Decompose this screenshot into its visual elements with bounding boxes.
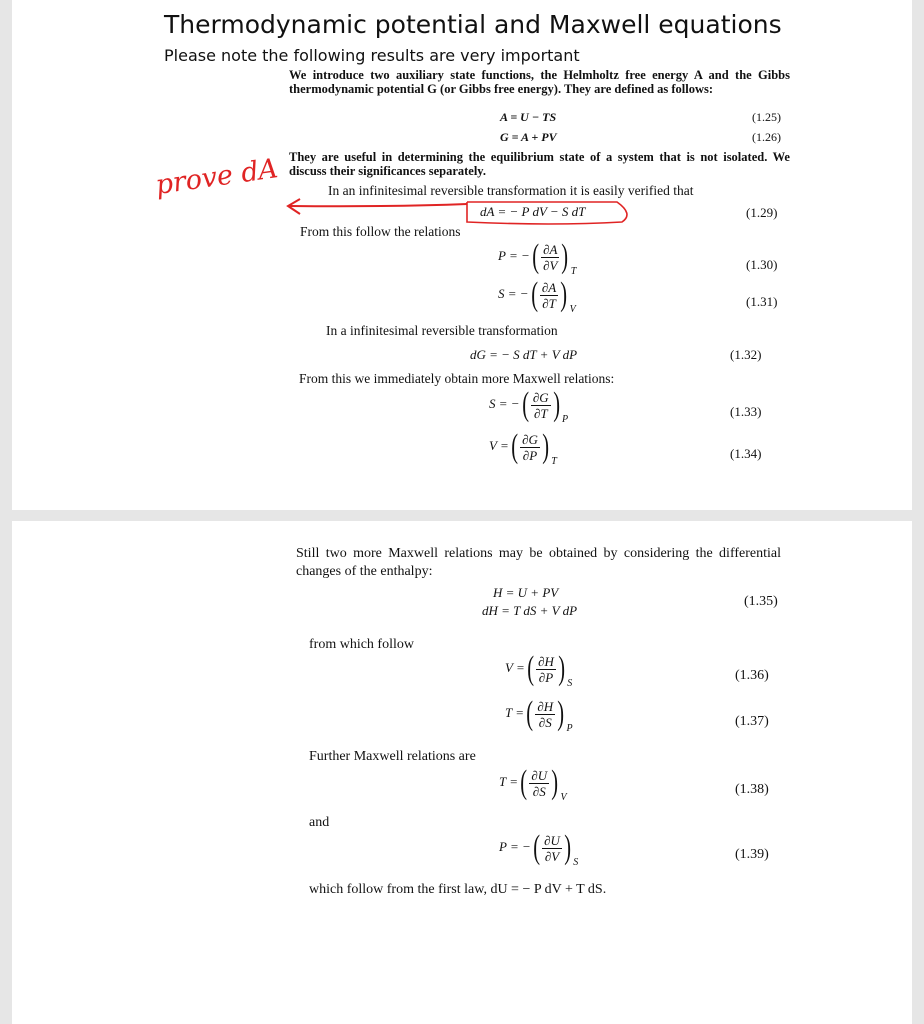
equation-number-1-35: (1.35) xyxy=(744,594,778,609)
equation-1-30: P = −( $\frac{\partial A}{\partial V}$ ) $_T$ xyxy=(498,238,577,277)
equation-1-39: P = −( $\frac{\partial U}{\partial V}$ ) $_S$ xyxy=(499,829,579,868)
numerator: ∂A xyxy=(543,241,558,257)
page-2 xyxy=(12,521,912,1024)
numerator: ∂U xyxy=(531,767,548,783)
subscript: V xyxy=(569,303,576,315)
subscript: V xyxy=(560,791,567,803)
subscript: S xyxy=(567,677,573,689)
equation-1-30-lhs: P = − xyxy=(498,247,530,263)
equation-number-1-34: (1.34) xyxy=(730,446,762,461)
fraction xyxy=(542,833,562,864)
denominator: ∂V xyxy=(543,257,558,273)
denominator: ∂T xyxy=(533,405,548,421)
equation-1-33-lhs: S = − xyxy=(489,395,520,411)
page-1 xyxy=(12,0,912,510)
further-sentence: Further Maxwell relations are xyxy=(309,749,476,764)
numerator: ∂A xyxy=(541,279,557,295)
and-word: and xyxy=(309,815,330,830)
annotation-arrow-line xyxy=(290,204,467,206)
equation-1-26: G = A + PV xyxy=(500,130,557,144)
page-subtitle: Please note the following results are very important xyxy=(164,46,580,65)
annotation-markup xyxy=(12,0,912,510)
equation-1-35a: H = U + PV xyxy=(493,585,559,600)
intro-paragraph: We introduce two auxiliary state functions, the Helmholtz free energy A and the Gibbs thermodynamic potential G (or Gibbs free energy). They are defined as follows: xyxy=(289,68,790,96)
equation-1-39-lhs: P = − xyxy=(499,838,531,854)
equation-number-1-38: (1.38) xyxy=(735,782,769,797)
from-which-follow: from which follow xyxy=(309,637,414,652)
equation-1-36-lhs: V = xyxy=(505,659,525,675)
equation-1-38-lhs: T = xyxy=(499,773,519,789)
subscript: P xyxy=(562,413,569,425)
enthalpy-paragraph: Still two more Maxwell relations may be obtained by considering the differential changes of the enthalpy: xyxy=(296,546,781,579)
equation-number-1-31: (1.31) xyxy=(746,294,778,309)
equation-number-1-37: (1.37) xyxy=(735,714,769,729)
annotation-box xyxy=(467,202,627,224)
equation-1-33: S = −( $\frac{\partial G}{\partial T}$ ) $_P$ xyxy=(489,386,569,425)
denominator: ∂P xyxy=(538,669,554,685)
subscript: P xyxy=(566,722,573,734)
handwritten-annotation: prove dA xyxy=(153,153,280,201)
equation-number-1-29: (1.29) xyxy=(746,205,778,220)
equation-number-1-30: (1.30) xyxy=(746,257,778,272)
equation-1-32: dG = − S dT + V dP xyxy=(470,347,578,362)
fraction xyxy=(536,654,556,685)
denominator: ∂P xyxy=(522,447,538,463)
equation-1-38: T =( $\frac{\partial U}{\partial S}$ ) $_V$ xyxy=(499,764,567,803)
equation-1-36: V =( $\frac{\partial H}{\partial P}$ ) $_S$ xyxy=(505,650,573,689)
equation-1-31-lhs: S = − xyxy=(498,285,529,301)
subscript: T xyxy=(570,265,577,277)
subscript: S xyxy=(573,856,579,868)
infinitesimal-sentence: In an infinitesimal reversible transformation it is easily verified that xyxy=(328,183,694,198)
equation-number-1-25: (1.25) xyxy=(752,110,781,124)
page-title: Thermodynamic potential and Maxwell equations xyxy=(164,10,782,39)
numerator: ∂H xyxy=(538,653,554,669)
fraction xyxy=(529,768,549,799)
immediately-sentence: From this we immediately obtain more Maxwell relations: xyxy=(299,371,615,386)
equation-number-1-36: (1.36) xyxy=(735,668,769,683)
denominator: ∂S xyxy=(538,714,552,730)
equation-number-1-32: (1.32) xyxy=(730,347,762,362)
numerator: ∂U xyxy=(544,832,560,848)
equation-number-1-33: (1.33) xyxy=(730,404,762,419)
numerator: ∂H xyxy=(537,698,554,714)
numerator: ∂G xyxy=(532,389,549,405)
subscript: T xyxy=(551,455,557,467)
equation-1-34: V =( $\frac{\partial G}{\partial P}$ ) $_T$ xyxy=(489,428,557,467)
equation-1-31: S = −( $\frac{\partial A}{\partial T}$ ) $_V$ xyxy=(498,276,576,315)
denominator: ∂S xyxy=(532,783,546,799)
follow-sentence: From this follow the relations xyxy=(300,224,461,239)
infinitesimal-sentence-2: In a infinitesimal reversible transformation xyxy=(326,323,558,338)
equation-1-25: A = U − TS xyxy=(500,110,557,124)
fraction xyxy=(535,699,555,730)
equation-1-37-lhs: T = xyxy=(505,704,525,720)
useful-paragraph: They are useful in determining the equilibrium state of a system that is not isolated. We discuss their significances separately. xyxy=(289,150,790,178)
equation-1-34-lhs: V = xyxy=(489,437,509,453)
equation-number-1-26: (1.26) xyxy=(752,130,781,144)
numerator: ∂G xyxy=(522,431,538,447)
equation-1-29: dA = − P dV − S dT xyxy=(480,204,586,219)
equation-1-37: T =( $\frac{\partial H}{\partial S}$ ) $_P$ xyxy=(505,695,573,734)
denominator: ∂T xyxy=(542,295,556,311)
equation-1-35b: dH = T dS + V dP xyxy=(482,603,578,618)
denominator: ∂V xyxy=(544,848,560,864)
equation-number-1-39: (1.39) xyxy=(735,847,769,862)
first-law-sentence: which follow from the first law, dU = − P dV + T dS. xyxy=(309,882,607,897)
